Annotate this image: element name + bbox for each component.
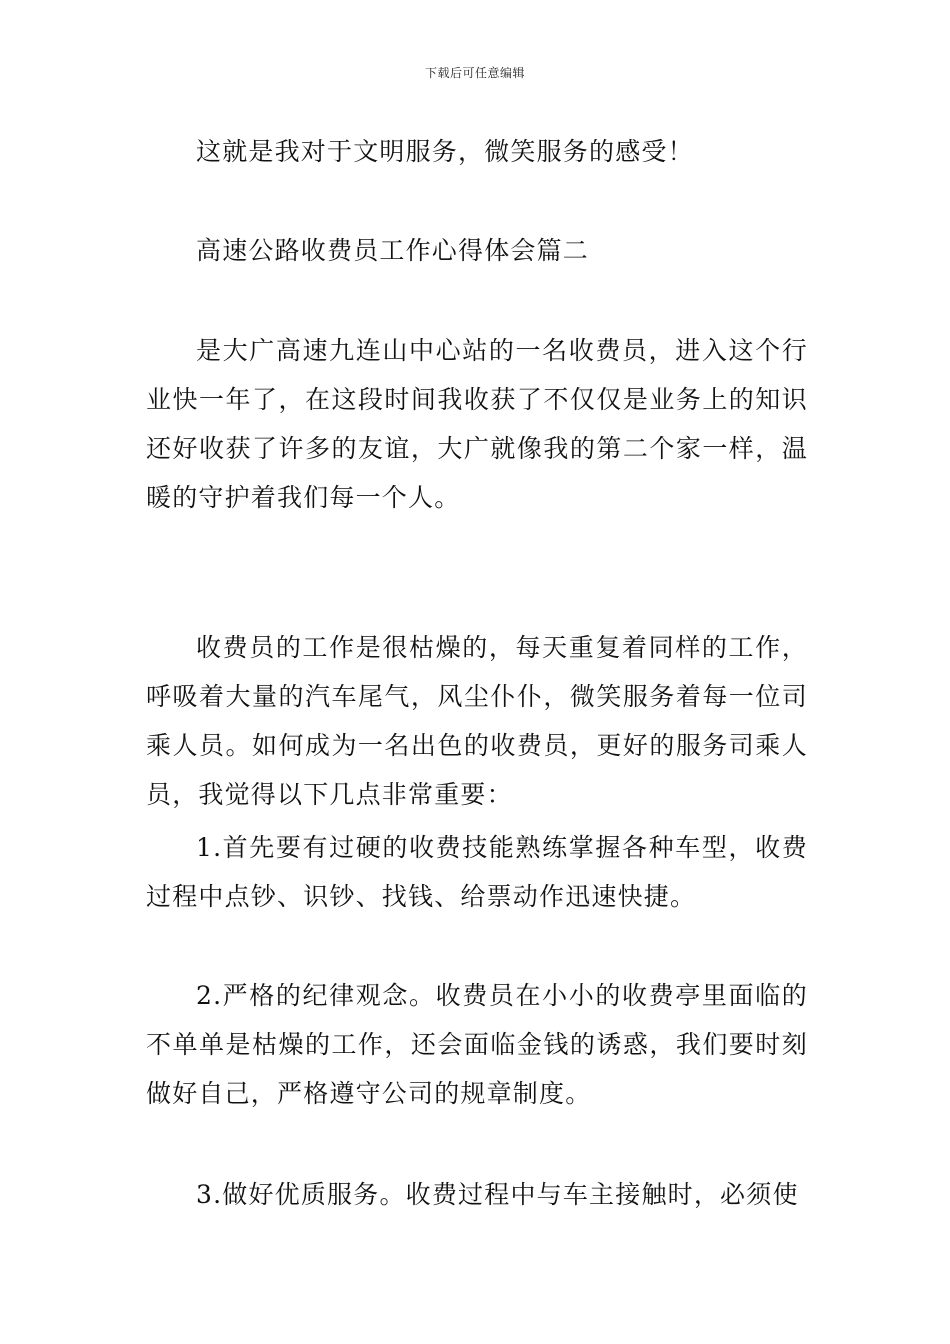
list-item-text: 2.严格的纪律观念。收费员在小小的收费亭里面临的不单单是枯燥的工作，还会面临金钱的诱惑，我们要时刻做好自己，严格遵守公司的规章制度。	[146, 981, 808, 1108]
list-item-2	[146, 971, 808, 1118]
paragraph-intro	[146, 326, 808, 522]
paragraph-text: 收费员的工作是很枯燥的，每天重复着同样的工作，呼吸着大量的汽车尾气，风尘仆仆，微笑服务着每一位司乘人员。如何成为一名出色的收费员，更好的服务司乘人员，我觉得以下几点非常重要：	[146, 633, 808, 809]
section-heading-text: 高速公路收费员工作心得体会篇二	[196, 236, 590, 265]
paragraph-text: 这就是我对于文明服务，微笑服务的感受！	[196, 137, 694, 166]
list-item-text: 1.首先要有过硬的收费技能熟练掌握各种车型，收费过程中点钞、识钞、找钱、给票动作迅速快捷。	[146, 833, 808, 911]
list-item-1	[146, 823, 808, 921]
section-heading	[146, 226, 808, 275]
list-item-3	[146, 1170, 808, 1219]
paragraph-text: 是大广高速九连山中心站的一名收费员，进入这个行业快一年了，在这段时间我收获了不仅仅是业务上的知识还好收获了许多的友谊，大广就像我的第二个家一样，温暖的守护着我们每一个人。	[146, 336, 808, 512]
paragraph-work-description	[146, 623, 808, 819]
paragraph-closing-remark	[146, 127, 808, 176]
header-note: 下载后可任意编辑	[424, 66, 525, 80]
list-item-text: 3.做好优质服务。收费过程中与车主接触时，必须使	[196, 1180, 799, 1209]
